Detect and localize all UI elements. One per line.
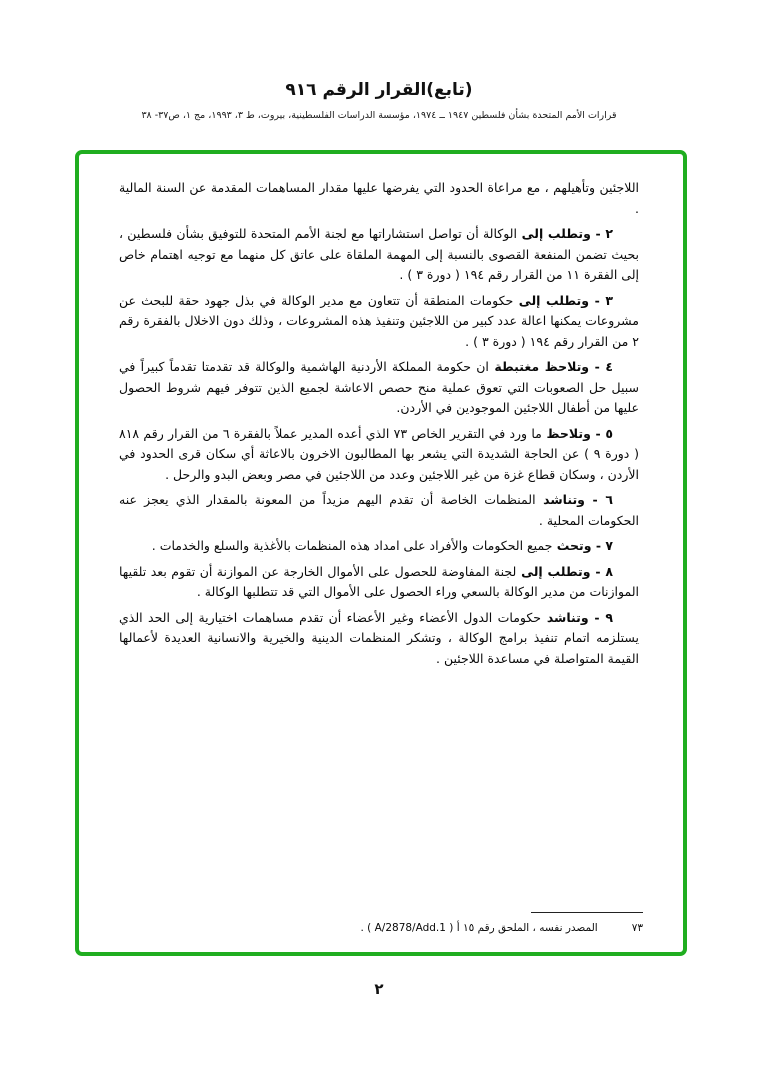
paragraph-continuation bbox=[119, 178, 639, 219]
paragraph-text: ما ورد في التقرير الخاص ٧٣ الذي أعده المدير عملاً بالفقرة ٦ من القرار رقم ٨١٨ ( دورة ٩ ) عن الحاجة الشديدة التي يشعر بها المطالبون الاخرون بالاعاثة أي سكان قرى الحدود في الأردن ، وسكان قطاع غزة من غير اللاجئين وعدد من اللاجئين في مصر وبعض البدو والرحل . bbox=[119, 425, 639, 482]
paragraph-lead: ٢ - وتطلب إلى bbox=[516, 226, 613, 241]
green-border-content-box bbox=[75, 150, 687, 956]
paragraph-4 bbox=[119, 357, 639, 419]
paragraph-8 bbox=[119, 562, 639, 603]
paragraph-text: اللاجئين وتأهيلهم ، مع مراعاة الحدود التي يفرضها عليها مقدار المساهمات المقدمة عن السنة المالية . bbox=[119, 180, 639, 216]
paragraph-2 bbox=[119, 224, 639, 286]
paragraph-lead: ٣ - وتطلب إلى bbox=[513, 292, 613, 308]
paragraph-text: حكومات الدول الأعضاء وغير الأعضاء أن تقدم مساهمات اختيارية إلى الحد الذي يستلزمه اتمام تنفيذ برامج الوكالة ، وتشكر المنظمات الدينية والخيرية والانسانية العديدة لأعمالها القيمة المتواصلة في مساعدة اللاجئين . bbox=[119, 609, 639, 666]
paragraph-lead: ٩ - وتناشد bbox=[541, 609, 613, 625]
paragraph-text: المنظمات الخاصة أن تقدم اليهم مزيداً من المعونة بالمقدار الذي يعجز عنه الحكومات المحلية . bbox=[119, 492, 639, 528]
page-title: (تابع)القرار الرقم ٩١٦ bbox=[285, 80, 473, 100]
footnote-area bbox=[125, 912, 643, 934]
footnote bbox=[125, 922, 643, 934]
paragraph-3 bbox=[119, 291, 639, 353]
paragraph-lead: ٥ - وتلاحظ bbox=[541, 425, 614, 441]
paragraph-text: لجنة المفاوضة للحصول على الأموال الخارجة عن الموازنة أن تقوم بعد تلقيها الموازنات من مدير الوكالة بالسعي وراء الحصول على الأموال التي قد تتطلبها الوكالة . bbox=[119, 563, 639, 599]
paragraph-text: ان حكومة المملكة الأردنية الهاشمية والوكالة قد تقدمتا تقدماً كبيراً في سبيل حل الصعوبات التي تعوق عملية منح حصص الاعاشة لجميع الذين تتوفر فيهم شروط الحصول عليها من أطفال اللاجئين الموجودين في الأردن. bbox=[119, 359, 639, 415]
paragraph-text: حكومات المنطقة أن تتعاون مع مدير الوكالة في بذل جهود حقة للبحث عن مشروعات يمكنها اعالة عدد كبير من اللاجئين وتنفيذ هذه المشروعات ، وذلك دون الاخلال بالفقرة رقم ٢ من القرار رقم ١٩٤ ( دورة ٣ ) . bbox=[119, 292, 639, 349]
paragraph-lead: ٨ - وتطلب إلى bbox=[516, 563, 614, 579]
source-citation: قرارات الأمم المتحدة بشأن فلسطين ١٩٤٧ ــ ١٩٧٤، مؤسسة الدراسات الفلسطينية، بيروت، ط ٣، ١٩٩٣، مج ١، ص٣٧- ٣٨ bbox=[141, 110, 617, 121]
footnote-number: ٧٣ bbox=[631, 922, 643, 934]
paragraph-lead: ٦ - وتناشد bbox=[535, 492, 613, 507]
paragraph-lead: ٧ - وتحث bbox=[552, 538, 613, 553]
page-number: ٢ bbox=[374, 980, 384, 998]
paragraph-9 bbox=[119, 608, 639, 670]
paragraph-lead: ٤ - وتلاحظ مغتبطة bbox=[488, 359, 613, 374]
paragraph-text: جميع الحكومات والأفراد على امداد هذه المنظمات بالأغذية والسلع والخدمات . bbox=[151, 538, 553, 553]
paragraph-6 bbox=[119, 490, 639, 531]
footnote-text: المصدر نفسه ، الملحق رقم ١٥ أ ( A/2878/Add.1 ) . bbox=[360, 922, 598, 934]
paragraph-text: الوكالة أن تواصل استشاراتها مع لجنة الأمم المتحدة للتوفيق بشأن فلسطين ، بحيث تضمن المنفعة القصوى بالنسبة إلى المهمة الملقاة على عاتق كل منهما مع توجيه اهتمام خاص إلى الفقرة ١١ من القرار رقم ١٩٤ ( دورة ٣ ) . bbox=[119, 226, 639, 282]
paragraph-5 bbox=[119, 424, 639, 486]
paragraph-7 bbox=[119, 536, 639, 557]
footnote-separator-rule bbox=[531, 912, 643, 913]
page-header bbox=[0, 0, 758, 121]
